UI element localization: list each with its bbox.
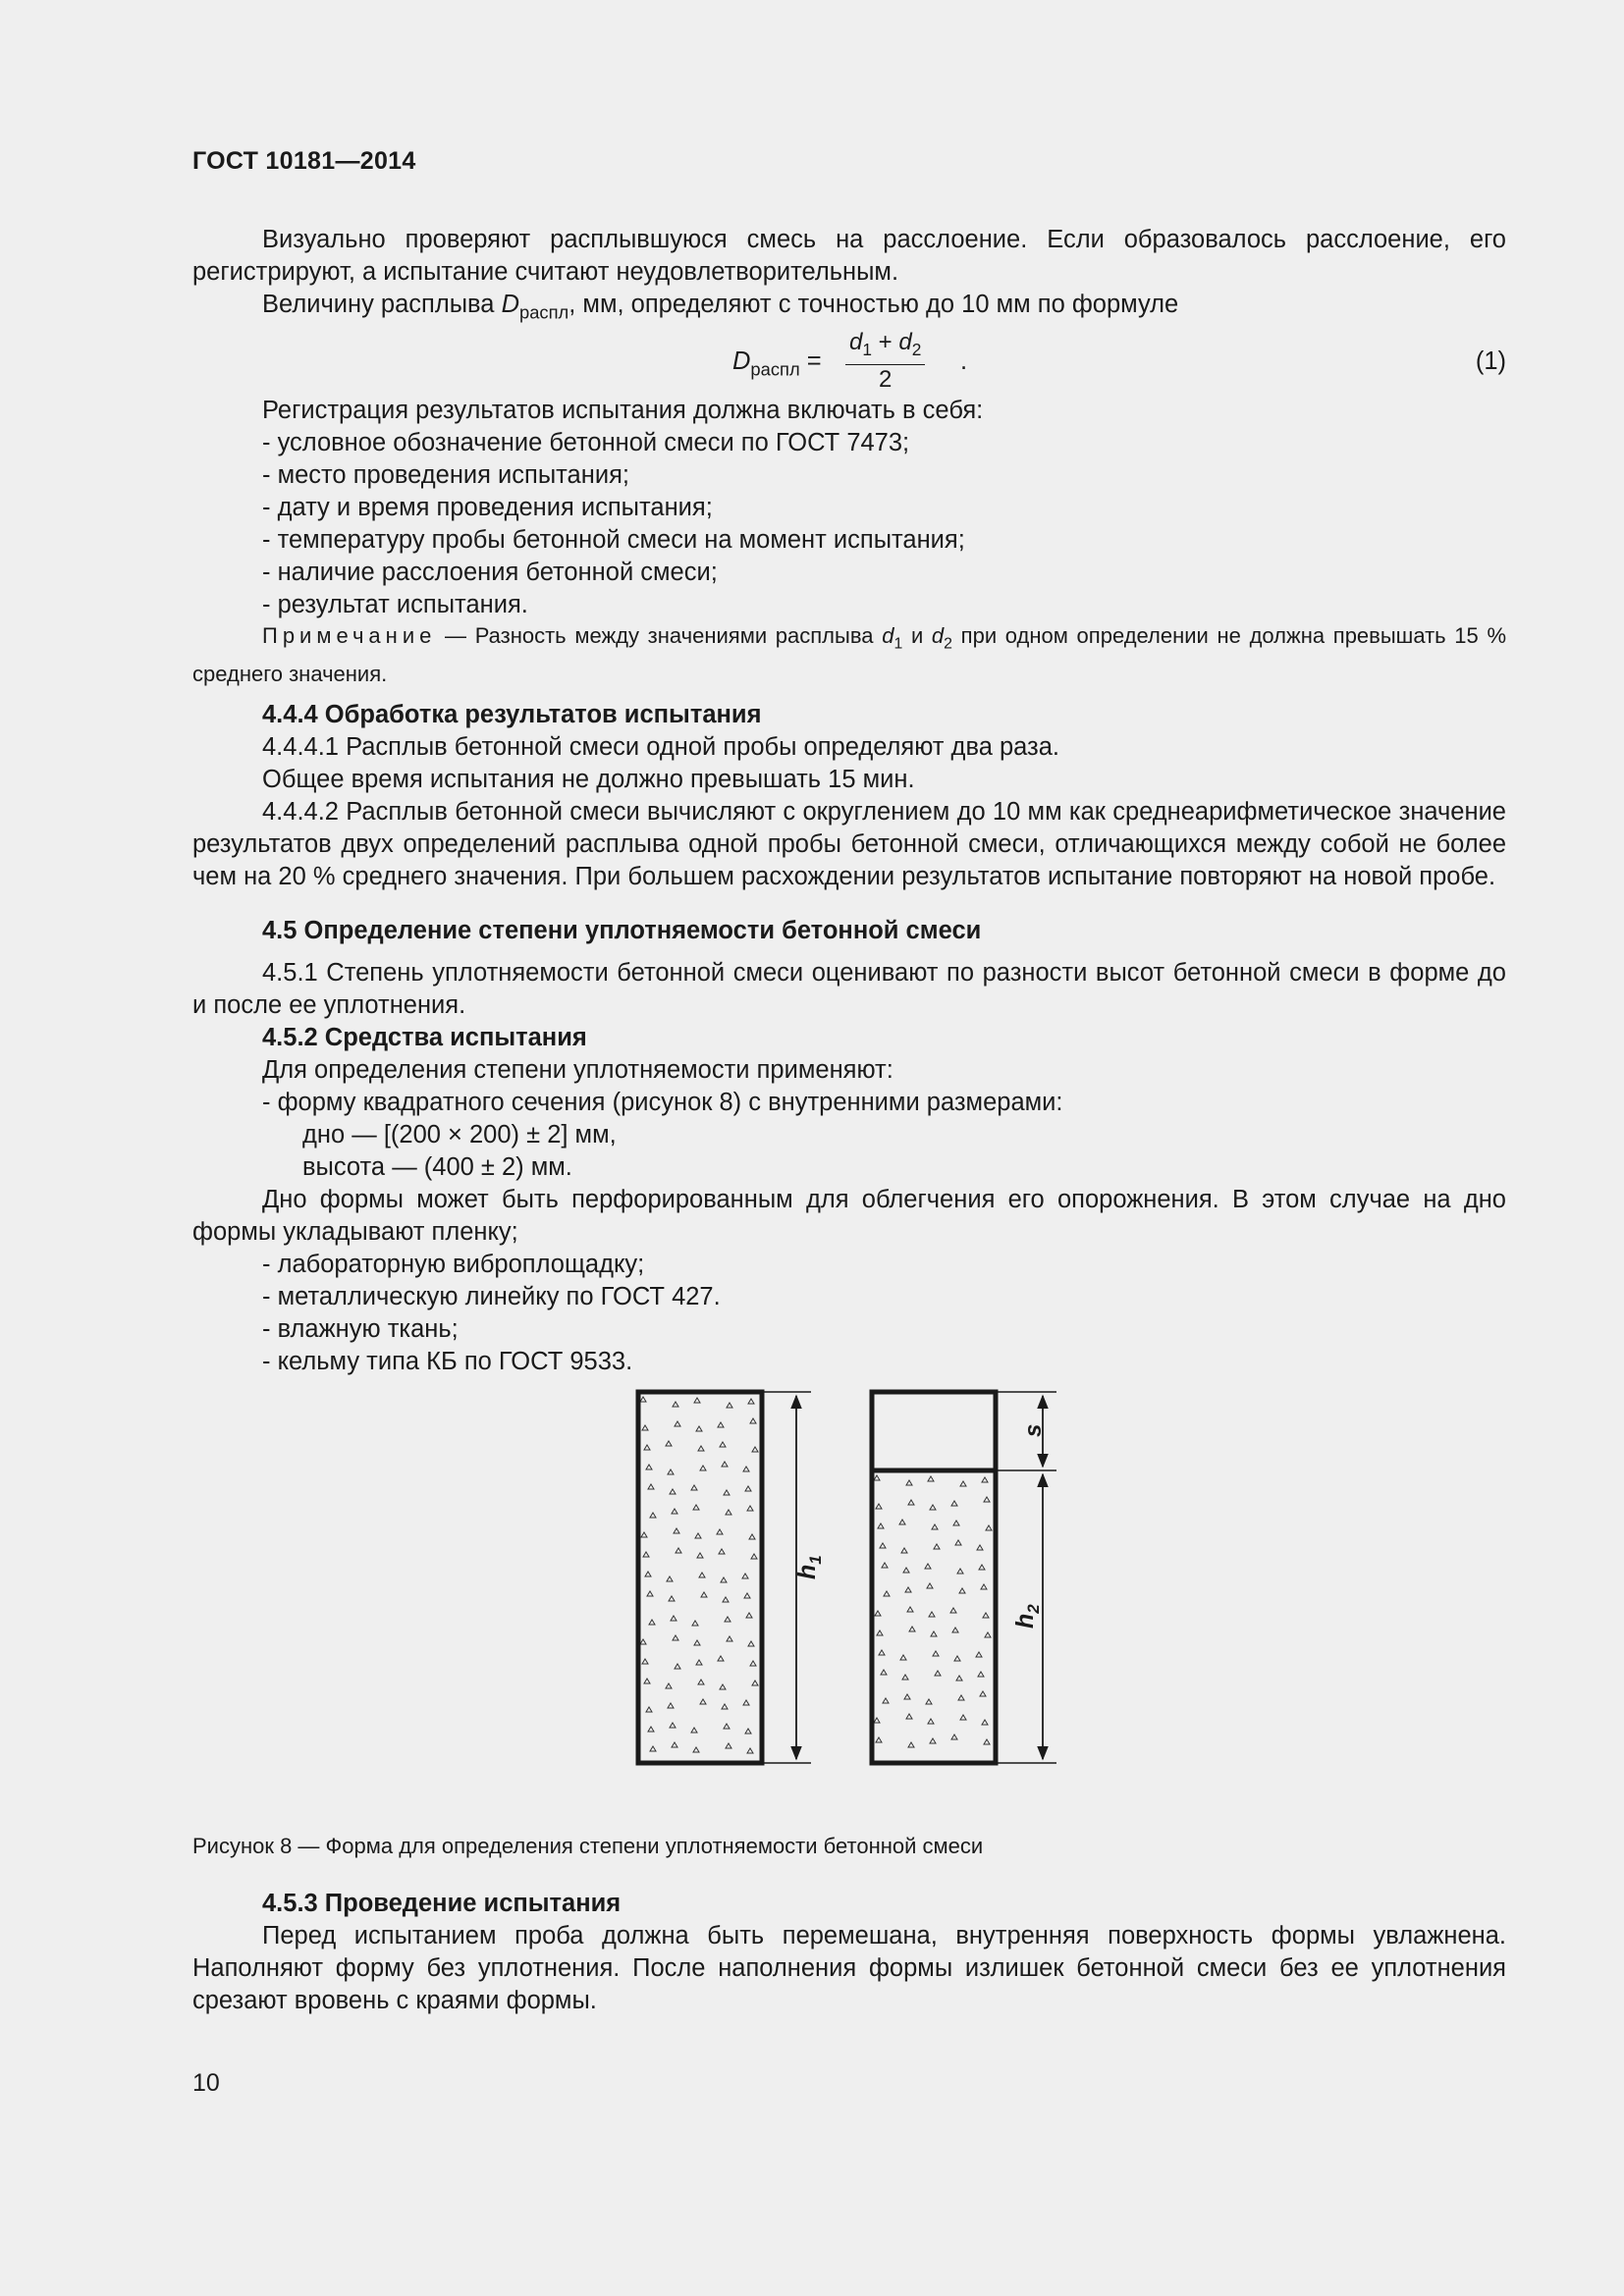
section-heading: 4.5 Определение степени уплотняемости бетонной смеси	[262, 916, 982, 944]
aggregate-mark	[691, 1485, 697, 1490]
figure-drawing	[624, 1388, 1076, 1771]
aggregate-mark	[951, 1735, 957, 1739]
aggregate-mark	[979, 1565, 985, 1570]
aggregate-mark	[928, 1719, 934, 1724]
paragraph: 4.5.1 Степень уплотняемости бетонной смеси оценивают по разности высот бетонной смеси в форме до и после ее уплотнения.	[192, 958, 1506, 1019]
aggregate-mark	[726, 1743, 731, 1748]
aggregate-mark	[723, 1597, 729, 1602]
aggregate-mark	[670, 1723, 676, 1728]
paragraph: Регистрация результатов испытания должна включать в себя:	[262, 397, 984, 425]
note: Примечание — Разность между значениями расплыва $d_1$ и $d_2$ при одном определении не должна превышать 15 % среднего значения.	[192, 623, 1507, 686]
formula-dot: .	[960, 347, 968, 376]
aggregate-mark	[675, 1421, 680, 1426]
aggregate-mark	[750, 1661, 756, 1666]
aggregate-mark	[909, 1627, 915, 1631]
aggregate-mark	[928, 1476, 934, 1481]
aggregate-mark	[978, 1672, 984, 1677]
aggregate-mark	[907, 1607, 913, 1612]
aggregate-mark	[667, 1576, 673, 1581]
formula-lhs: $D_{распл}$ =	[732, 347, 822, 380]
aggregate-mark	[691, 1728, 697, 1733]
dimension-line: дно — [(200 × 200) ± 2] мм,	[302, 1120, 617, 1148]
aggregate-mark	[725, 1617, 731, 1622]
aggregate-mark	[905, 1587, 911, 1592]
body-text	[192, 224, 1506, 2017]
aggregate-mark	[959, 1588, 965, 1593]
aggregate-mark	[935, 1671, 941, 1676]
aggregate-mark	[668, 1703, 674, 1708]
formula-numerator: $d_1 + d_2$	[845, 328, 925, 365]
mold-after	[872, 1392, 996, 1763]
aggregate-mark	[670, 1489, 676, 1494]
aggregate-mark	[699, 1573, 705, 1577]
aggregate-mark	[986, 1525, 992, 1530]
aggregate-mark	[930, 1505, 936, 1510]
aggregate-mark	[985, 1632, 991, 1637]
formula-fraction	[845, 328, 925, 395]
aggregate-mark	[984, 1739, 990, 1744]
aggregate-mark	[743, 1700, 749, 1705]
list-item: - форму квадратного сечения (рисунок 8) с внутренними размерами:	[262, 1088, 1063, 1116]
aggregate-mark	[718, 1422, 724, 1427]
aggregate-mark	[751, 1554, 757, 1559]
label-h2: $h_2$	[1011, 1604, 1043, 1629]
aggregate-mark	[925, 1564, 931, 1569]
aggregate-mark	[882, 1563, 888, 1568]
formula-denominator: 2	[878, 366, 893, 394]
aggregate-mark	[696, 1660, 702, 1665]
list-item: - лабораторную виброплощадку;	[262, 1250, 645, 1278]
aggregate-mark	[674, 1528, 679, 1533]
aggregate-mark	[649, 1620, 655, 1625]
aggregate-mark	[930, 1738, 936, 1743]
aggregate-mark	[884, 1591, 890, 1596]
aggregate-mark	[673, 1402, 678, 1407]
aggregate-mark	[982, 1477, 988, 1482]
concrete-fill-left	[640, 1397, 758, 1753]
aggregate-mark	[642, 1425, 648, 1430]
subsection-heading: 4.5.3 Проведение испытания	[262, 1889, 622, 1917]
aggregate-mark	[666, 1683, 672, 1688]
aggregate-mark	[977, 1545, 983, 1550]
aggregate-mark	[908, 1500, 914, 1505]
aggregate-mark	[722, 1462, 728, 1467]
aggregate-mark	[720, 1442, 726, 1447]
aggregate-mark	[645, 1572, 651, 1576]
list-item: - условное обозначение бетонной смеси по ГОСТ 7473;	[262, 429, 910, 457]
aggregate-mark	[724, 1724, 730, 1729]
aggregate-mark	[701, 1592, 707, 1597]
aggregate-mark	[878, 1523, 884, 1528]
aggregate-mark	[874, 1475, 880, 1480]
section-heading: 4.4.4 Обработка результатов испытания	[262, 700, 762, 728]
aggregate-mark	[951, 1501, 957, 1506]
aggregate-mark	[640, 1639, 646, 1644]
aggregate-mark	[694, 1640, 700, 1645]
aggregate-mark	[906, 1714, 912, 1719]
aggregate-mark	[697, 1553, 703, 1558]
aggregate-mark	[752, 1681, 758, 1685]
aggregate-mark	[676, 1548, 681, 1553]
list-item: - влажную ткань;	[262, 1314, 459, 1343]
aggregate-mark	[644, 1445, 650, 1450]
aggregate-mark	[692, 1621, 698, 1626]
aggregate-mark	[752, 1447, 758, 1452]
formula-number: (1)	[1475, 347, 1506, 376]
aggregate-mark	[746, 1613, 752, 1618]
aggregate-mark	[695, 1533, 701, 1538]
aggregate-mark	[722, 1704, 728, 1709]
concrete-fill-right	[874, 1475, 992, 1747]
paragraph: Перед испытанием проба должна быть перемешана, внутренняя поверхность формы увлажнена. Наполняют форму без уплотнения. После наполнения формы излишек бетонной смеси без ее уплотнения срезают вровень с краями формы.	[192, 1921, 1506, 2014]
aggregate-mark	[726, 1510, 731, 1515]
aggregate-mark	[700, 1699, 706, 1704]
aggregate-mark	[881, 1670, 887, 1675]
aggregate-mark	[982, 1720, 988, 1725]
aggregate-mark	[673, 1635, 678, 1640]
aggregate-mark	[901, 1548, 907, 1553]
dimension-line: высота — (400 ± 2) мм.	[302, 1152, 572, 1181]
aggregate-mark	[984, 1497, 990, 1502]
aggregate-mark	[700, 1466, 706, 1470]
aggregate-mark	[983, 1613, 989, 1618]
aggregate-mark	[749, 1534, 755, 1539]
aggregate-mark	[644, 1679, 650, 1683]
aggregate-mark	[957, 1569, 963, 1574]
aggregate-mark	[675, 1664, 680, 1669]
label-s: s	[1020, 1423, 1047, 1437]
aggregate-mark	[904, 1694, 910, 1699]
aggregate-mark	[744, 1593, 750, 1598]
aggregate-mark	[899, 1520, 905, 1524]
aggregate-mark	[874, 1718, 880, 1723]
aggregate-mark	[718, 1656, 724, 1661]
aggregate-mark	[956, 1676, 962, 1681]
aggregate-mark	[906, 1480, 912, 1485]
aggregate-mark	[876, 1737, 882, 1742]
aggregate-mark	[650, 1746, 656, 1751]
aggregate-mark	[745, 1486, 751, 1491]
aggregate-mark	[745, 1729, 751, 1734]
page-number: 10	[192, 2069, 220, 2097]
aggregate-mark	[641, 1532, 647, 1537]
aggregate-mark	[693, 1747, 699, 1752]
aggregate-mark	[648, 1727, 654, 1732]
aggregate-mark	[668, 1469, 674, 1474]
list-item: - металлическую линейку по ГОСТ 427.	[262, 1282, 721, 1310]
list-item: - кельму типа КБ по ГОСТ 9533.	[262, 1347, 633, 1375]
aggregate-mark	[742, 1574, 748, 1578]
aggregate-mark	[671, 1616, 677, 1621]
aggregate-mark	[955, 1540, 961, 1545]
aggregate-mark	[672, 1509, 677, 1514]
aggregate-mark	[650, 1513, 656, 1518]
aggregate-mark	[748, 1641, 754, 1646]
aggregate-mark	[877, 1630, 883, 1635]
list-item: - дату и время проведения испытания;	[262, 494, 713, 522]
aggregate-mark	[747, 1748, 753, 1753]
paragraph: Общее время испытания не должно превышать 15 мин.	[262, 765, 915, 793]
aggregate-mark	[902, 1675, 908, 1680]
list-item: - результат испытания.	[262, 591, 528, 619]
aggregate-mark	[929, 1612, 935, 1617]
aggregate-mark	[747, 1506, 753, 1511]
paragraph: Дно формы может быть перфорированным для облегчения его опорожнения. В этом случае на дно формы укладывают пленку;	[192, 1185, 1506, 1246]
aggregate-mark	[960, 1715, 966, 1720]
aggregate-mark	[876, 1504, 882, 1509]
aggregate-mark	[908, 1742, 914, 1747]
aggregate-mark	[720, 1684, 726, 1689]
paragraph: 4.4.4.2 Расплыв бетонной смеси вычисляют с округлением до 10 мм как среднеарифметическое значение результатов двух определений расплыва одной пробы бетонной смеси, отличающихся между собой не более чем на 20 % среднего значения. При большем расхождении результатов испытание повторяют на новой пробе.	[192, 797, 1506, 890]
list-item: - место проведения испытания;	[262, 461, 629, 490]
aggregate-mark	[750, 1418, 756, 1423]
aggregate-mark	[981, 1584, 987, 1589]
aggregate-mark	[879, 1650, 885, 1655]
paragraph: Величину расплыва $D_{распл}$, мм, определяют с точностью до 10 мм по формуле	[262, 291, 1179, 323]
aggregate-mark	[958, 1695, 964, 1700]
aggregate-mark	[980, 1691, 986, 1696]
aggregate-mark	[931, 1631, 937, 1636]
aggregate-mark	[717, 1529, 723, 1534]
aggregate-mark	[672, 1742, 677, 1747]
aggregate-mark	[646, 1465, 652, 1469]
paragraph: Визуально проверяют расплывшуюся смесь на расслоение. Если образовалось расслоение, его регистрируют, а испытание считают неудовлетворительным.	[192, 226, 1506, 286]
aggregate-mark	[666, 1441, 672, 1446]
aggregate-mark	[721, 1577, 727, 1582]
aggregate-mark	[875, 1611, 881, 1616]
paragraph: 4.4.4.1 Расплыв бетонной смеси одной пробы определяют два раза.	[262, 732, 1060, 761]
aggregate-mark	[724, 1490, 730, 1495]
figure-8	[192, 1388, 1506, 1830]
subsection-heading: 4.5.2 Средства испытания	[262, 1023, 587, 1051]
aggregate-mark	[642, 1659, 648, 1664]
label-h1: $h_1$	[793, 1555, 825, 1579]
aggregate-mark	[900, 1655, 906, 1660]
aggregate-mark	[976, 1652, 982, 1657]
aggregate-mark	[648, 1484, 654, 1489]
aggregate-mark	[640, 1397, 646, 1402]
aggregate-mark	[952, 1628, 958, 1632]
aggregate-mark	[719, 1549, 725, 1554]
aggregate-mark	[954, 1656, 960, 1661]
aggregate-mark	[953, 1521, 959, 1525]
aggregate-mark	[932, 1524, 938, 1529]
page-header: ГОСТ 10181—2014	[192, 147, 416, 175]
aggregate-mark	[903, 1568, 909, 1573]
aggregate-mark	[880, 1543, 886, 1548]
aggregate-mark	[696, 1426, 702, 1431]
aggregate-mark	[748, 1399, 754, 1404]
aggregate-mark	[646, 1707, 652, 1712]
aggregate-mark	[727, 1403, 732, 1408]
aggregate-mark	[926, 1699, 932, 1704]
aggregate-mark	[933, 1651, 939, 1656]
aggregate-mark	[950, 1608, 956, 1613]
aggregate-mark	[934, 1544, 940, 1549]
aggregate-mark	[698, 1680, 704, 1684]
formula-1	[192, 328, 1506, 395]
aggregate-mark	[643, 1552, 649, 1557]
aggregate-mark	[698, 1446, 704, 1451]
aggregate-mark	[960, 1481, 966, 1486]
list-item: - наличие расслоения бетонной смеси;	[262, 559, 718, 587]
aggregate-mark	[693, 1505, 699, 1510]
aggregate-mark	[694, 1398, 700, 1403]
aggregate-mark	[743, 1467, 749, 1471]
aggregate-mark	[927, 1583, 933, 1588]
list-item: - температуру пробы бетонной смеси на момент испытания;	[262, 526, 965, 555]
aggregate-mark	[647, 1591, 653, 1596]
aggregate-mark	[883, 1698, 889, 1703]
figure-caption: Рисунок 8 — Форма для определения степени уплотняемости бетонной смеси	[192, 1833, 984, 1858]
aggregate-mark	[669, 1596, 675, 1601]
aggregate-mark	[727, 1636, 732, 1641]
paragraph: Для определения степени уплотняемости применяют:	[262, 1055, 893, 1084]
